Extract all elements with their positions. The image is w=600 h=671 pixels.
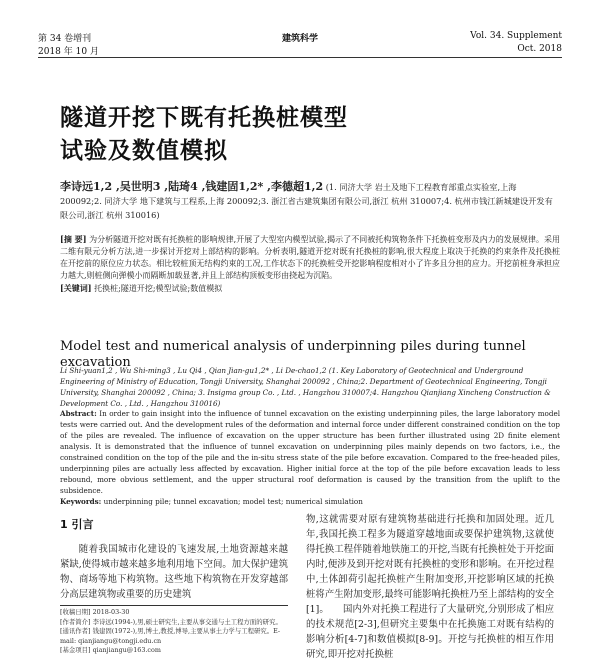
page-title-en: Model test and numerical analysis of underpinning piles during tunnel excavation: [60, 339, 526, 370]
date-zh: 2018 年 10 月: [38, 47, 99, 57]
intro-left-text: 随着我国城市化建设的飞速发展,土地资源越来越紧缺,使得城市越来越多地利用地下空间。加大保护建筑物、商场等地下构筑物。这些地下构筑物在开发穿越部分高层建筑物或重要的历史建筑: [60, 544, 288, 600]
footnotes: [60, 605, 288, 656]
footnote-corresponding: [通讯作者] 钱建固(1972-),男,博士,教授,博导,主要从事土力学与工程研究。E-mail: qianjiangu@tongji.edu.cn: [60, 627, 281, 645]
page-title-zh: [60, 102, 348, 168]
abstract-en-text: In order to gain insight into the influence of tunnel excavation on the existing underpinning piles, the large laboratory model tests were carried out. And the development rules of the deformation and internal force under different constrained condition on the top of the piles are revealed. The influence of excavation on the upper structure has been further illustrated using 2D finite element analysis. It is demonstrated that the influence of tunnel excavation on underpinning piles mainly depends on two factors, i.e., the constrained condition on the top of the pile and the in-situ stress state of the pile before excavation. Compared to the free-headed piles, underpinning piles are actually less affected by excavation. Higher initial force at the top of the pile before excavation leads to less rebound, more obvious settlement, and the upper structural roof deformation is caused by the transition from the uplift to the subsidence.: [60, 409, 561, 495]
abstract-en-label: Abstract:: [60, 409, 97, 418]
section-heading: 1 引言: [60, 518, 94, 531]
footnote-fund: [基金项目] qianjiangu@163.com: [60, 646, 161, 655]
title-zh-line1: 隧道开挖下既有托换桩模型: [60, 105, 348, 131]
volume-en: Vol. 34. Supplement: [470, 31, 562, 41]
authors-en: Li Shi-yuan1,2 , Wu Shi-ming3 , Lu Qi4 , Qian Jian-gu1,2* , Li De-chao1,2 (1. Key Laboratory of Geotechnical and Underground Engineering of Ministry of Education, Tongji University, Shanghai 200092 , China;2. Department of Geotechnical Engineering, Tongji University, Shanghai 200092 , China; 3. Insigma group Co. , Ltd. , Hangzhou 310007;4. Hangzhou Qianjiang Xincheng Construction & Development Co. , Ltd. , Hangzhou 310016): [60, 366, 551, 408]
keywords-en-label: Keywords:: [60, 497, 102, 506]
authors-zh: [60, 180, 560, 222]
volume-zh: 第 34 卷增刊: [38, 34, 92, 44]
keywords-zh-label: [关键词]: [60, 283, 92, 293]
author-names-zh: 李诗远1,2 ,吴世明3 ,陆琦4 ,钱建固1,2* ,李德超1,2: [60, 180, 324, 193]
right-column: [306, 512, 554, 662]
footnote-received: [收稿日期] 2018-03-30: [60, 608, 130, 616]
header-divider: [38, 57, 562, 58]
abstract-zh-label: [摘 要]: [60, 234, 87, 244]
author-affiliations-zh: (1. 同济大学 岩土及地下工程教育部重点实验室,上海 200092;2. 同济大学 地下建筑与工程系,上海 200092;3. 浙江省古建筑集团有限公司,浙江 杭州 310007;4. 杭州市钱江新城建设开发有限公司,浙江 杭州 310016): [60, 182, 553, 220]
abstract-zh: [60, 233, 560, 295]
intro-right-text: 物,这就需要对原有建筑物基础进行托换和加固处理。近几年,我国托换工程多为隧道穿越地面或要保护建筑物,这就使得托换工程伴随着地铁施工的开挖,当既有托换桩处于开挖面内时,便涉及到开挖对既有托换桩的变形和影响。在开挖过程中,土体卸荷引起托换桩产生附加变形,开挖影响区域的托换桩将产生附加变形,最终可能影响托换桩乃至上部结构的安全[1]。 国内外对托换工程进行了大量研究,分别形成了相应的技术规范[2-3],但研究主要集中在托换施工对既有结构的影响分析[4-7]和数值模拟[8-9]。开挖与托换桩的相互作用研究,即开挖对托换桩: [306, 514, 554, 660]
keywords-zh: 托换桩;隧道开挖;模型试验;数值模拟: [94, 284, 223, 293]
footnote-bio: [作者简介] 李诗远(1994-),男,硕士研究生,主要从事交通与土工程方面的研究。: [60, 617, 282, 626]
keywords-en: underpinning pile; tunnel excavation; model test; numerical simulation: [103, 497, 363, 506]
running-header: [38, 0, 562, 58]
abstract-en: [60, 408, 560, 507]
title-zh-line2: 试验及数值模拟: [60, 138, 228, 164]
date-en: Oct. 2018: [517, 44, 562, 54]
journal-name: 建筑科学: [281, 34, 318, 44]
abstract-zh-text: 为分析隧道开挖对既有托换桩的影响规律,开展了大型室内模型试验,揭示了不同被托构筑物条件下托换桩变形及内力的发展规律。采用二维有限元分析方法,进一步探讨开挖对上部结构的影响。分析表明,隧道开挖对既有托换桩的影响,很大程度上取决于托换的约束条件及托换桩在开挖前的原位应力状态。相比较桩顶无结构约束的工况,工作状态下的托换桩受开挖影响程度相对小了许多且分担的应力。开挖前桩身承担应力越大,则桩侧向弹模小而隔断加载显著,并且上部结构顶板变形由挠起为沉陷。: [60, 235, 560, 280]
left-column: [60, 516, 288, 602]
